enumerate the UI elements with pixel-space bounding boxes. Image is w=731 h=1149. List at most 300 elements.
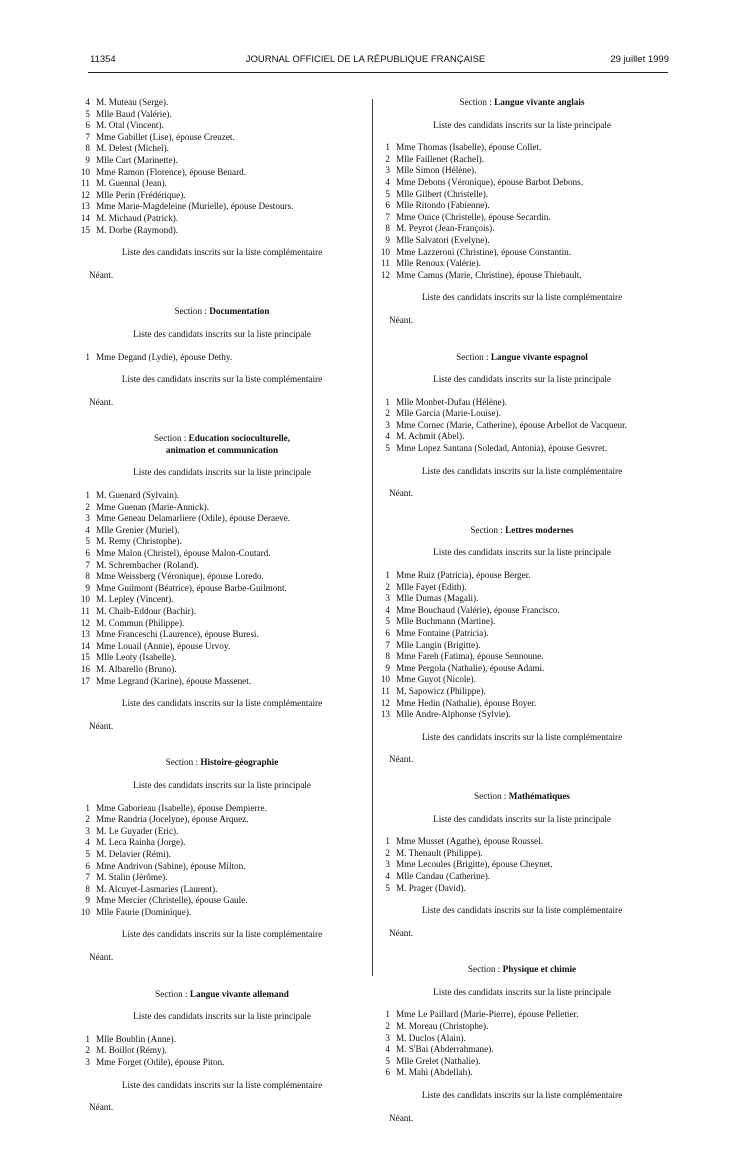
candidate-name: M. S'Bai (Abderrahmane). [396,1044,494,1055]
section-heading [378,352,648,364]
principal-list-label: Liste des candidats inscrits sur la liste principale [433,986,611,997]
candidate-name: M. Prager (David). [396,882,466,893]
rank-number: 8 [85,883,90,894]
column-divider [372,99,373,976]
candidate-name: Mme Fareh (Fatima), épouse Sennoune. [396,651,544,662]
section-prefix: Section : [467,964,501,975]
list-item [78,513,348,525]
rank-number: 10 [80,166,90,177]
candidate-name: Mlle Faillenet (Rachel). [396,153,485,164]
section-heading [78,757,348,769]
candidate-name: M. Mahi (Abdellah). [396,1067,473,1078]
candidate-name: M. Guennal (Jean). [96,178,167,189]
complementary-list-label: Liste des candidats inscrits sur la liste complémentaire [421,292,623,303]
list-item [378,836,648,848]
rank-number: 3 [85,825,90,836]
rank-number: 4 [385,1044,390,1055]
candidate-name: Mlle Boublin (Anne). [96,1033,176,1044]
candidate-name: Mme Forget (Odile), épouse Piton. [96,1057,225,1068]
list-item [378,1056,648,1068]
candidate-name: M. Otal (Vincent). [96,120,164,131]
candidate-name: M. Alcuyet-Lasmaries (Laurent). [96,883,218,894]
list-item [78,583,348,595]
section-espagnol [378,352,648,500]
rank-number: 6 [85,120,90,131]
rank-number: 10 [380,246,390,257]
journal-title: JOURNAL OFFICIEL DE LA RÉPUBLIQUE FRANÇAISE [245,54,486,65]
section-heading [378,964,648,976]
rank-number: 6 [385,628,390,638]
section-heading [378,525,648,537]
section-allemand [78,989,348,1114]
candidate-name: Mlle Andre-Alphonse (Sylvie). [396,709,511,720]
rank-number: 11 [381,685,390,696]
rank-number: 8 [85,571,90,582]
neant: Néant. [389,927,414,938]
candidate-name: Mme Louail (Annie), épouse Urvoy. [96,640,231,651]
candidate-name: Mlle Buchmann (Martine). [396,616,496,627]
neant: Néant. [389,754,414,765]
section-name: Documentation [209,306,270,317]
list-item [78,641,348,653]
rank-number: 1 [385,396,390,407]
section-name: Langue vivante allemand [189,988,289,999]
candidate-name: M. Sapowicz (Philippe). [396,685,486,696]
rank-number: 15 [80,224,90,235]
list-item [378,177,648,189]
list-item [78,884,348,896]
list-item [378,431,648,443]
candidate-name: Mme Gabillet (Lise), épouse Creuzet. [96,131,235,142]
candidate-name: Mme Weissberg (Véronique), épouse Loredo. [96,571,264,582]
list-item [78,190,348,202]
candidate-name: Mme Randria (Jocelyne), épouse Arquez. [96,814,249,825]
list-item [378,859,648,871]
candidate-name: M. Le Guyader (Eric). [96,825,179,836]
complementary-list-label: Liste des candidats inscrits sur la liste complémentaire [121,698,323,709]
candidate-name: Mlle Grelet (Nathalie). [396,1055,481,1066]
principal-list-label: Liste des candidats inscrits sur la liste principale [133,779,311,790]
section-prefix: Section : [174,306,207,317]
section-anglais [378,97,648,327]
section-physique [378,964,648,1124]
list-item [78,490,348,502]
list-item [78,502,348,514]
rank-number: 10 [80,906,90,917]
candidate-name: Mlle Garcia (Marie-Louise). [396,408,501,419]
rank-number: 13 [80,629,90,640]
section-name: Langue vivante anglais [494,97,585,107]
list-item [378,235,648,247]
candidate-name: M. Duclos (Alain). [396,1032,466,1043]
candidate-name: M. Albarello (Bruno). [96,663,177,674]
complementary-list-label: Liste des candidats inscrits sur la liste complémentaire [421,465,623,476]
rank-number: 14 [80,640,90,651]
list-item [378,605,648,617]
list-item [378,397,648,409]
rank-number: 5 [385,882,390,893]
section-prefix: Section : [155,988,188,999]
list-item [378,883,648,895]
rank-number: 5 [385,443,390,454]
candidate-name: Mme Debons (Véronique), épouse Barbot Debons. [396,176,584,187]
candidate-name: Mme Camus (Marie, Christine), épouse Thiebault. [396,269,582,280]
list-item [78,201,348,213]
candidate-name: Mme Fontaine (Patricia). [396,628,489,638]
candidate-name: Mme Andrivon (Sabine), épouse Milton. [96,860,246,871]
list-item [378,247,648,259]
candidate-name: M. Stalin (Jérôme). [96,872,168,883]
list-item [78,676,348,688]
section-name: Langue vivante espagnol [490,351,588,362]
section-prefix: Section : [153,433,187,444]
rank-number: 3 [385,419,390,430]
rank-number: 2 [385,847,390,858]
list-item [78,895,348,907]
candidate-name: Mlle Faurie (Dominique). [96,906,192,917]
rank-number: 2 [85,501,90,512]
complementary-list-label: Liste des candidats inscrits sur la liste complémentaire [421,1090,623,1101]
rank-number: 3 [85,513,90,524]
list-item [78,849,348,861]
rank-number: 14 [80,212,90,223]
list-item [78,352,348,364]
list-item [78,143,348,155]
candidate-name: Mme Guilmont (Béatrice), épouse Barbe-Guilmont. [96,582,287,593]
candidate-name: M. Leca Rainha (Jorge). [96,837,186,848]
rank-number: 10 [80,594,90,605]
rank-number: 4 [85,524,90,535]
list-item [78,803,348,815]
right-column [378,97,648,1149]
rank-number: 12 [80,617,90,628]
list-item [378,871,648,883]
list-item [378,1009,648,1021]
list-item [78,571,348,583]
list-item [378,709,648,721]
rank-number: 4 [85,837,90,848]
list-item [78,826,348,838]
list-item [378,212,648,224]
list-item [378,663,648,675]
rank-number: 4 [385,176,390,187]
list-item [378,570,648,582]
section-lettres [378,525,648,766]
list-item [378,674,648,686]
rank-number: 12 [80,189,90,200]
candidate-name: M. Lepley (Vincent). [96,594,174,605]
list-item [378,200,648,212]
rank-number: 1 [85,351,90,362]
rank-number: 4 [385,431,390,442]
list-item [378,686,648,698]
rank-number: 3 [385,1032,390,1043]
rank-number: 1 [85,1033,90,1044]
candidate-name: Mlle Dumas (Magali). [396,593,479,604]
list-item [78,536,348,548]
rank-number: 7 [85,559,90,570]
candidate-name: Mlle Candau (Catherine). [396,870,491,881]
section-name: Physique et chimie [502,964,577,975]
rank-number: 3 [385,165,390,176]
candidate-name: Mme Thomas (Isabelle), épouse Collet. [396,142,542,153]
complementary-list-label: Liste des candidats inscrits sur la liste complémentaire [421,905,623,916]
principal-list-label: Liste des candidats inscrits sur la liste principale [433,374,611,385]
list-item [378,698,648,710]
candidate-name: Mlle Perin (Frédérique). [96,189,186,200]
candidate-name: Mme Ouice (Christelle), épouse Secardin. [396,211,551,222]
candidate-name: M. Achmit (Abel). [396,431,465,442]
rank-number: 5 [385,1055,390,1066]
list-item [378,848,648,860]
candidate-name: M. Muteau (Serge). [96,97,169,107]
candidate-name: Mme Lecoules (Brigitte), épouse Cheynet. [396,859,553,870]
list-item [78,652,348,664]
candidate-name: Mme Mercier (Christelle), épouse Gaule. [96,895,248,906]
candidate-name: M. Remy (Christophe). [96,536,182,547]
rank-number: 8 [385,651,390,662]
neant: Néant. [389,314,414,325]
candidate-name: Mlle Ritondo (Fabienne). [396,200,490,211]
list-item [78,1045,348,1057]
rank-number: 2 [385,408,390,419]
candidate-name: M. Schrembacher (Roland). [96,559,199,570]
list-item [378,651,648,663]
rank-number: 9 [385,234,390,245]
candidate-name: Mme Guyot (Nicole). [396,674,476,685]
rank-number: 13 [80,201,90,212]
rank-number: 5 [85,108,90,119]
rank-number: 17 [80,675,90,686]
list-item [78,155,348,167]
list-item [378,189,648,201]
list-item [378,616,648,628]
principal-list-label: Liste des candidats inscrits sur la liste principale [433,813,611,824]
list-item [78,97,348,109]
list-item [78,837,348,849]
rank-number: 1 [385,836,390,847]
rank-number: 11 [81,606,90,616]
rank-number: 2 [85,1045,90,1056]
list-item [78,618,348,630]
candidate-name: Mme Lazzeroni (Christine), épouse Constantin. [396,246,572,257]
list-item [378,593,648,605]
list-item [78,167,348,179]
list-item [378,154,648,166]
rank-number: 1 [385,142,390,153]
list-item [78,1034,348,1046]
list-item [78,907,348,919]
list-item [78,1057,348,1069]
page-header [0,54,731,68]
list-item [78,109,348,121]
neant: Néant. [89,1102,114,1113]
section-prefix: Section : [459,97,492,107]
complementary-list-label: Liste des candidats inscrits sur la liste complémentaire [121,929,323,940]
rank-number: 2 [85,814,90,825]
complementary-list-label: Liste des candidats inscrits sur la liste complémentaire [121,374,323,385]
principal-list-label: Liste des candidats inscrits sur la liste principale [133,1011,311,1022]
candidate-name: Mme Legrand (Karine), épouse Massenet. [96,675,252,686]
issue-date: 29 juillet 1999 [610,54,669,65]
list-item [78,120,348,132]
page-number: 11354 [90,54,116,65]
candidate-name: Mme Hedin (Nathalie), épouse Boyer. [396,697,537,708]
candidate-name: Mme Franceschi (Laurence), épouse Buresi. [96,629,259,640]
section-documentation [78,306,348,408]
rank-number: 5 [385,188,390,199]
list-item [78,525,348,537]
list-item [78,225,348,237]
rank-number: 5 [85,536,90,547]
candidate-name: M. Dorbe (Raymond). [96,224,179,235]
list-item [78,594,348,606]
list-item [78,814,348,826]
candidate-name: M. Peyrot (Jean-François). [396,223,495,234]
section-mathematiques [378,791,648,939]
rank-number: 4 [85,97,90,107]
rank-number: 4 [385,870,390,881]
candidate-name: Mlle Salvatori (Evelyne). [396,234,490,245]
rank-number: 9 [85,154,90,165]
neant: Néant. [389,488,414,499]
list-item [378,1044,648,1056]
candidate-name: M. Michaud (Patrick). [96,212,179,223]
section-continued [78,97,348,281]
rank-number: 6 [85,548,90,559]
section-education [78,433,348,732]
candidate-name: Mlle Baud (Valérie). [96,108,172,119]
section-prefix: Section : [165,757,199,768]
rank-number: 8 [85,143,90,154]
principal-list-label: Liste des candidats inscrits sur la liste principale [133,328,311,339]
section-name: Mathématiques [508,790,570,801]
candidate-name: Mlle Langin (Brigitte). [396,639,481,650]
section-prefix: Section : [456,351,489,362]
candidate-name: Mme Musset (Agathe), épouse Roussel. [396,836,543,847]
list-item [78,548,348,560]
rank-number: 7 [385,211,390,222]
section-prefix: Section : [474,790,507,801]
rank-number: 3 [385,859,390,870]
candidate-name: Mlle Gilbert (Christelle). [396,188,489,199]
left-column [78,97,348,1139]
list-item [378,408,648,420]
rank-number: 5 [85,848,90,859]
header-rule [88,72,668,73]
rank-number: 6 [85,860,90,871]
candidate-name: Mme Le Paillard (Marie-Pierre), épouse Pelletier. [396,1009,579,1020]
list-item [78,606,348,618]
candidate-name: Mme Bouchaud (Valérie), épouse Francisco. [396,604,560,615]
rank-number: 9 [85,895,90,906]
rank-number: 9 [385,662,390,673]
principal-list-label: Liste des candidats inscrits sur la liste principale [133,467,311,478]
rank-number: 8 [385,223,390,234]
rank-number: 2 [385,581,390,592]
candidate-name: Mme Ramon (Florence), épouse Benard. [96,166,247,177]
neant: Néant. [89,952,114,963]
candidate-name: Mme Geneau Delamarliere (Odile), épouse Deraeve. [96,513,291,524]
rank-number: 10 [380,674,390,685]
principal-list-label: Liste des candidats inscrits sur la liste principale [433,547,611,558]
section-name: Education socioculturelle, [188,433,291,444]
section-name-line2: animation et communication [165,444,279,455]
rank-number: 13 [380,709,390,720]
rank-number: 6 [385,200,390,211]
rank-number: 1 [85,802,90,813]
list-item [378,582,648,594]
list-item [78,872,348,884]
section-heading [78,306,348,318]
candidate-name: Mlle Monbet-Dufau (Hélène). [396,396,507,407]
principal-list-label: Liste des candidats inscrits sur la liste principale [433,119,611,130]
candidate-name: Mme Gaborieau (Isabelle), épouse Dempierre. [96,802,267,813]
list-item [78,861,348,873]
candidate-name: Mme Cornec (Marie, Catherine), épouse Arbellot de Vacqueur. [396,419,627,430]
rank-number: 7 [85,872,90,883]
section-name: Histoire-géographie [200,757,279,768]
section-heading [78,433,348,445]
rank-number: 1 [385,570,390,581]
rank-number: 12 [380,269,390,280]
list-item [378,1021,648,1033]
rank-number: 15 [80,652,90,663]
complementary-list-label: Liste des candidats inscrits sur la liste complémentaire [421,731,623,742]
candidate-name: Mlle Fayet (Edith). [396,581,467,592]
list-item [378,640,648,652]
candidate-name: Mme Marie-Magdeleine (Murielle), épouse Destours. [96,201,294,212]
section-heading [78,989,348,1001]
candidate-name: Mlle Simon (Hélène). [396,165,477,176]
rank-number: 9 [85,582,90,593]
candidate-name: M. Commun (Philippe). [96,617,185,628]
complementary-list-label: Liste des candidats inscrits sur la liste complémentaire [121,247,323,258]
list-item [78,664,348,676]
list-item [78,629,348,641]
rank-number: 3 [85,1057,90,1068]
list-item [378,420,648,432]
candidate-name: Mme Guenan (Marie-Annick). [96,501,210,512]
rank-number: 1 [85,490,90,501]
complementary-list-label: Liste des candidats inscrits sur la liste complémentaire [121,1079,323,1090]
rank-number: 2 [385,153,390,164]
candidate-name: Mlle Grenier (Muriel). [96,524,180,535]
list-item [378,443,648,455]
rank-number: 3 [385,593,390,604]
candidate-name: Mme Degand (Lydie), épouse Dethy. [96,351,233,362]
neant: Néant. [389,1112,414,1123]
list-item [378,628,648,640]
rank-number: 1 [385,1009,390,1020]
candidate-name: Mme Ruiz (Patricia), épouse Berger. [396,570,531,581]
candidate-name: M. Thenault (Philippe). [396,847,483,858]
rank-number: 6 [385,1067,390,1078]
list-item [78,132,348,144]
rank-number: 12 [380,697,390,708]
list-item [378,1067,648,1079]
rank-number: 7 [85,131,90,142]
rank-number: 7 [385,639,390,650]
section-prefix: Section : [470,524,503,535]
list-item [378,165,648,177]
candidate-name: M. Boillot (Rémy). [96,1045,167,1056]
list-item [378,142,648,154]
candidate-name: Mme Pergola (Nathalie), épouse Adami. [396,662,545,673]
list-item [78,213,348,225]
list-item [378,258,648,270]
rank-number: 2 [385,1021,390,1032]
